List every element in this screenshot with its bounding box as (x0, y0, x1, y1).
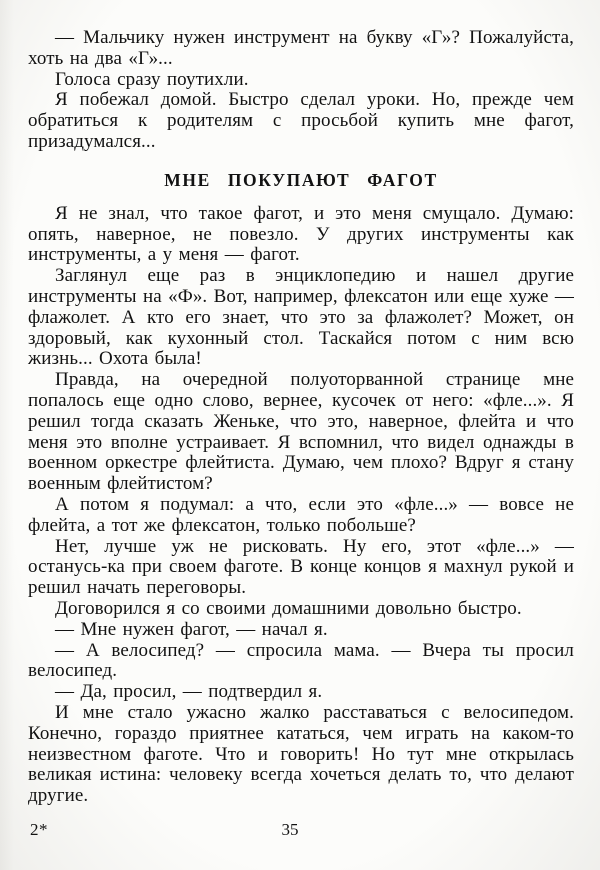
paragraph: Договорился я со своими домашними довольно быстро. (55, 597, 522, 619)
paragraph: — Мальчику нужен инструмент на букву «Г»? Пожалуйста, хоть на два «Г»... (28, 27, 574, 69)
paragraph: — Да, просил, — подтвердил я. (55, 681, 323, 703)
text-block (28, 28, 574, 807)
paragraph: — Мне нужен фагот, — начал я. (55, 618, 328, 640)
paragraph: Правда, на очередной полуоторванной странице мне попалось еще одно слово, вернее, кусочек от него: «фле...». Я решил тогда сказать Женьке, что это, наверное, флейта и что меня это вполне устраивает. Я вспомнил, что видел однажды в военном оркестре флейтиста. Думаю, чем плохо? Вдруг я стану военным флейтистом? (28, 369, 574, 495)
paragraph: Заглянул еще раз в энциклопедию и нашел другие инструменты на «Ф». Вот, например, флексатон или еще хуже — флажолет. А кто его знает, что это за флажолет? Может, он здоровый, как кухонный стол. Таскайся потом с ним всю жизнь... Охота была! (28, 265, 574, 370)
paragraph: Нет, лучше уж не рисковать. Ну его, этот «фле...» — останусь-ка при своем фаготе. В конце концов я махнул рукой и решил начать переговоры. (28, 535, 574, 599)
chapter-title: МНЕ ПОКУПАЮТ ФАГОТ (164, 169, 438, 190)
signature-mark: 2* (30, 820, 48, 839)
paragraph: И мне стало ужасно жалко расставаться с велосипедом. Конечно, гораздо приятнее кататься, чем играть на каком-то неизвестном фаготе. Что и говорить! Но тут мне открылась великая истина: человеку всегда хочеться делать то, что делают другие. (28, 701, 574, 807)
paragraph: А потом я подумал: а что, если это «фле...» — вовсе не флейта, а тот же флексатон, только побольше? (28, 493, 574, 536)
paragraph: — А велосипед? — спросила мама. — Вчера ты просил велосипед. (28, 639, 574, 682)
paragraph: Я не знал, что такое фагот, и это меня смущало. Думаю: опять, наверное, не повезло. У других инструменты как инструменты, а у меня — фагот. (28, 202, 574, 266)
page-footer (28, 820, 574, 844)
page-number: 35 (281, 820, 299, 839)
paragraph: Голоса сразу поутихли. (55, 68, 249, 90)
paragraph: Я побежал домой. Быстро сделал уроки. Но, прежде чем обратиться к родителям с просьбой купить мне фагот, призадумался... (28, 89, 574, 152)
